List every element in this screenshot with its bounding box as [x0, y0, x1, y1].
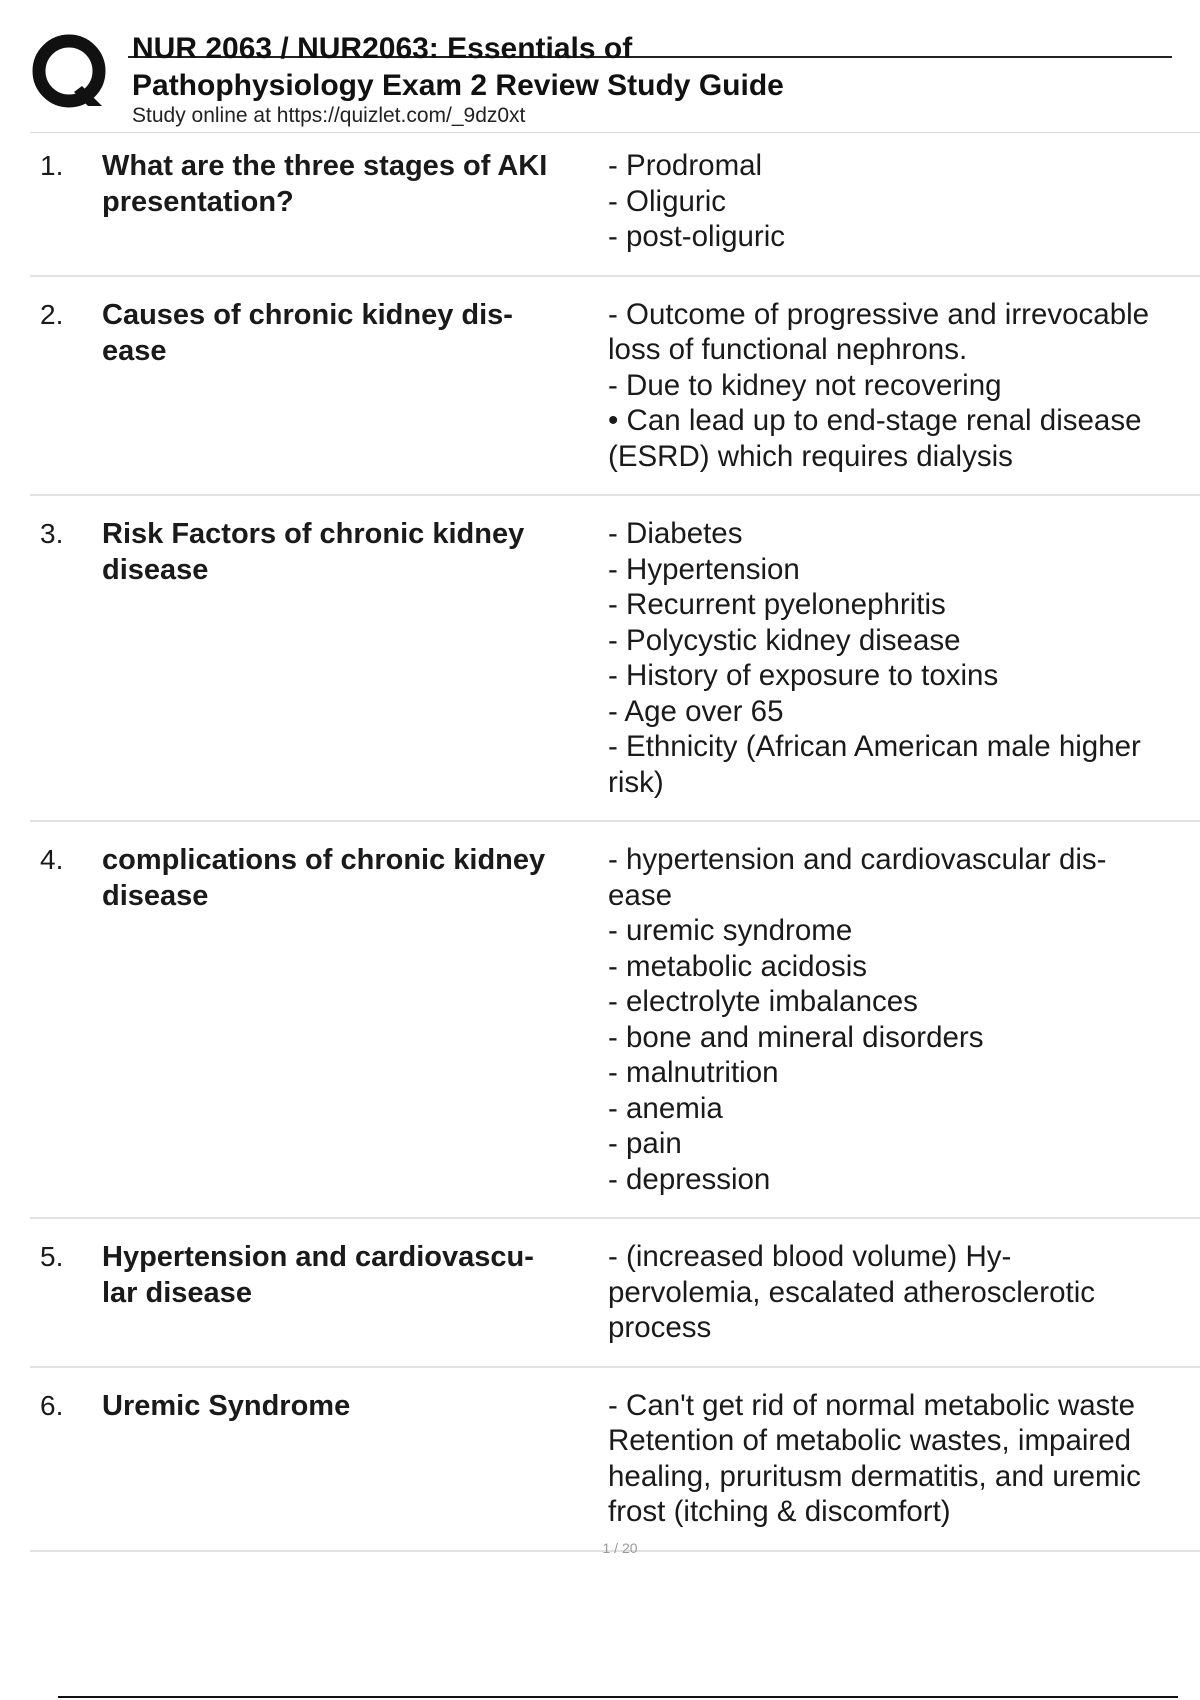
definition-line: - Polycystic kidney disease [608, 623, 961, 657]
definition-line: - Diabetes [608, 517, 743, 550]
header-divider [30, 132, 1200, 133]
flashcard-row [30, 1229, 1200, 1368]
definition-line: Retention of metabolic wastes, impaired [608, 1424, 1132, 1457]
definition-line: - Recurrent pyelonephritis [608, 588, 946, 621]
definition-line: - uremic syndrome [608, 914, 853, 947]
card-number: 1. [40, 150, 64, 181]
definition-line: - Oliguric [608, 184, 727, 218]
card-term [102, 148, 608, 255]
definition-line: frost (itching & discomfort) [608, 1495, 951, 1528]
card-term [102, 842, 608, 1197]
card-number: 2. [40, 298, 64, 330]
definition-line: - bone and mineral disorders [608, 1020, 984, 1054]
card-definition [608, 1388, 1198, 1530]
card-definition [608, 148, 1198, 255]
title-line-1: NUR 2063 / NUR2063: Essentials of [132, 32, 633, 65]
definition-line: - Can't get rid of normal metabolic waste [608, 1388, 1136, 1422]
card-number: 6. [40, 1389, 64, 1421]
page-number: 1 / 20 [602, 1540, 638, 1556]
term-line: complications of chronic kidney [102, 844, 546, 876]
card-definition [608, 1239, 1198, 1346]
card-term [102, 1388, 608, 1530]
quizlet-q-icon [30, 32, 112, 114]
definition-line: - Prodromal [608, 149, 763, 182]
definition-line: loss of functional nephrons. [608, 333, 968, 366]
definition-line: - metabolic acidosis [608, 949, 868, 983]
page-title [132, 30, 1132, 104]
definition-line: - Ethnicity (African American male higher [608, 730, 1141, 763]
term-line: Hypertension and cardiovascu- [102, 1241, 534, 1273]
footer-divider [58, 1696, 1178, 1698]
card-definition [608, 297, 1198, 475]
title-line-2: Pathophysiology Exam 2 Review Study Guide [132, 69, 784, 102]
definition-line: - History of exposure to toxins [608, 659, 999, 692]
definition-line: healing, pruritusm dermatitis, and uremic [608, 1459, 1141, 1493]
flashcard-list [30, 138, 1200, 1562]
definition-line: - Due to kidney not recovering [608, 368, 1002, 402]
definition-line: risk) [608, 765, 664, 799]
definition-line: • Can lead up to end-stage renal disease [608, 404, 1142, 437]
definition-line: - Age over 65 [608, 694, 784, 728]
definition-line: - depression [608, 1162, 771, 1196]
term-line: Uremic Syndrome [102, 1389, 351, 1422]
card-term [102, 297, 608, 475]
study-online-link[interactable]: Study online at https://quizlet.com/_9dz0xt [132, 104, 526, 127]
flashcard-row [30, 506, 1200, 822]
definition-line: - (increased blood volume) Hy- [608, 1240, 1012, 1273]
flashcard-row [30, 287, 1200, 497]
term-line: What are the three stages of AKI [102, 150, 548, 182]
page-header [30, 28, 1150, 138]
card-number: 5. [40, 1241, 64, 1272]
definition-line: - hypertension and cardiovascular dis- [608, 843, 1107, 876]
definition-line: ease [608, 878, 672, 912]
card-term [102, 516, 608, 800]
term-line: ease [102, 334, 167, 367]
card-term [102, 1239, 608, 1346]
flashcard-row [30, 138, 1200, 277]
term-line: lar disease [102, 1277, 252, 1309]
term-line: disease [102, 880, 209, 912]
definition-line: - electrolyte imbalances [608, 985, 918, 1018]
definition-line: - pain [608, 1127, 682, 1160]
term-line: presentation? [102, 186, 294, 218]
term-line: disease [102, 554, 209, 586]
flashcard-row [30, 1378, 1200, 1552]
definition-line: - malnutrition [608, 1056, 779, 1089]
definition-line: - Outcome of progressive and irrevocable [608, 297, 1150, 331]
definition-line: process [608, 1311, 712, 1344]
card-number: 3. [40, 518, 64, 549]
term-line: Risk Factors of chronic kidney [102, 518, 525, 550]
term-line: Causes of chronic kidney dis- [102, 298, 513, 331]
definition-line: - Hypertension [608, 552, 800, 586]
card-definition [608, 842, 1198, 1197]
definition-line: (ESRD) which requires dialysis [608, 439, 1013, 473]
definition-line: - post-oliguric [608, 220, 786, 253]
card-definition [608, 516, 1198, 800]
flashcard-row [30, 832, 1200, 1219]
definition-line: - anemia [608, 1091, 723, 1125]
card-number: 4. [40, 844, 64, 875]
definition-line: pervolemia, escalated atherosclerotic [608, 1275, 1095, 1309]
